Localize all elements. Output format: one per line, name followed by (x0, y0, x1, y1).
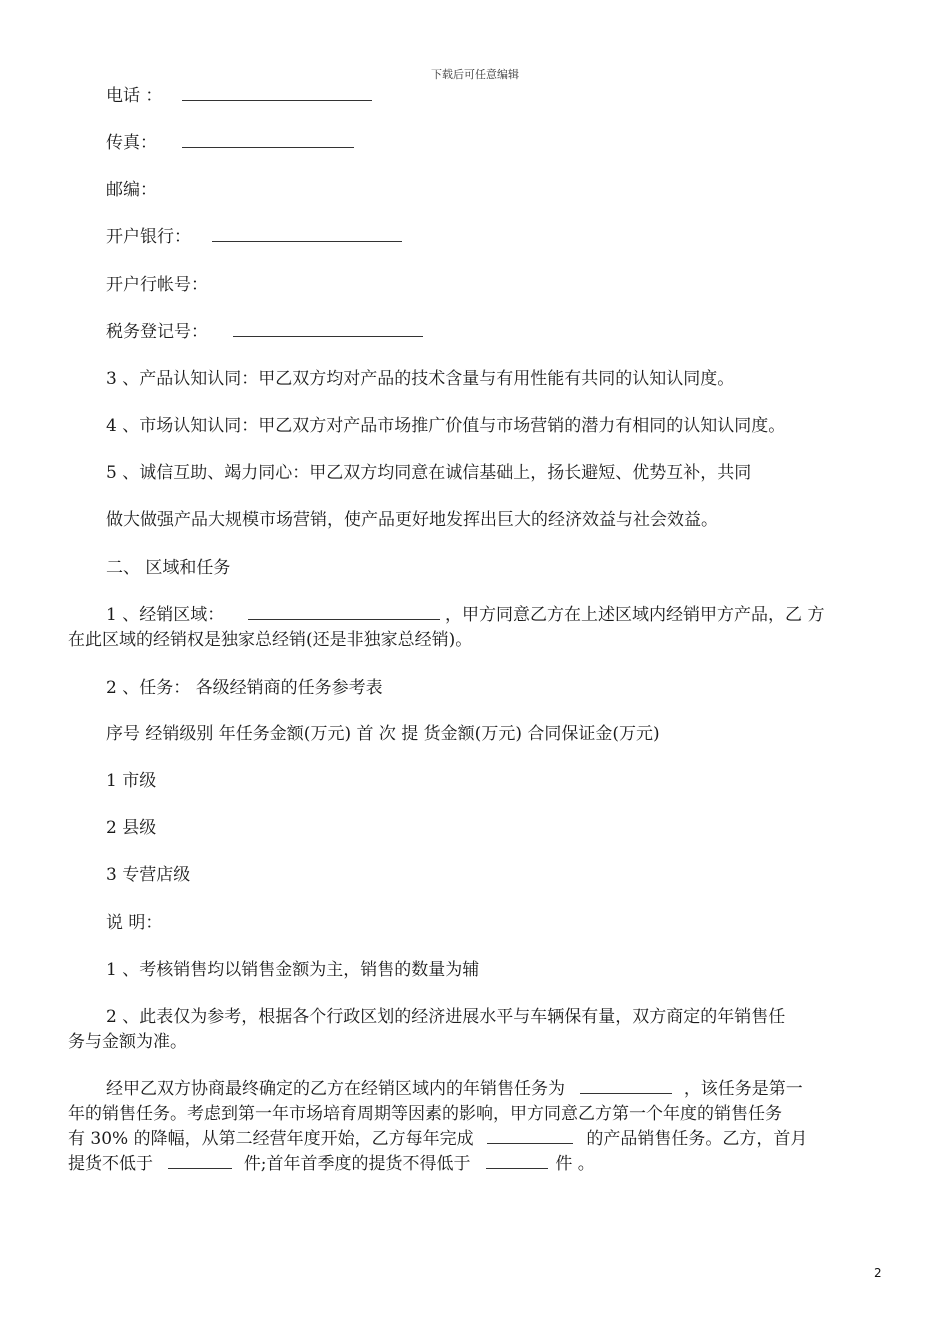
fax-line (106, 131, 354, 155)
final-text: 的产品销售任务。乙方，首月 (586, 1129, 808, 1149)
note-2: 2 、此表仅为参考，根据各个行政区划的经济进展水平与车辆保有量，双方商定的年销售任 (106, 1007, 786, 1027)
final-para-line-2: 年的销售任务。考虑到第一年市场培育周期等因素的影响，甲方同意乙方第一个年度的销售任务 (68, 1104, 782, 1124)
table-row: 1 市级 (106, 771, 157, 791)
note-1: 1 、考核销售均以销售金额为主，销售的数量为辅 (106, 960, 480, 980)
section-2-heading: 二、 区域和任务 (106, 558, 231, 578)
tax-line (106, 320, 423, 344)
account-label: 开户行帐号： (106, 275, 208, 295)
final-para-line-3 (68, 1127, 807, 1151)
postcode-label: 邮编： (106, 180, 157, 200)
item-3: 3 、产品认知认同：甲乙双方均对产品的技术含量与有用性能有共同的认知认同度。 (106, 369, 735, 389)
region-blank (248, 603, 440, 620)
first-month-blank (168, 1152, 232, 1169)
item-4: 4 、市场认知认同：甲乙双方对产品市场推广价值与市场营销的潜力有相同的认知认同度。 (106, 416, 786, 436)
item-5-continued: 做大做强产品大规模市场营销，使产品更好地发挥出巨大的经济效益与社会效益。 (106, 510, 718, 530)
item-5: 5 、诚信互助、竭力同心：甲乙双方均同意在诚信基础上，扬长避短、优势互补，共同 (106, 463, 752, 483)
yearly-task-blank (487, 1127, 573, 1144)
region-line-2: 在此区域的经销权是独家总经销(还是非独家总经销)。 (68, 630, 473, 650)
account-line (106, 273, 208, 297)
final-para-line-4 (68, 1152, 595, 1176)
final-text: 经甲乙双方协商最终确定的乙方在经销区域内的年销售任务为 (106, 1079, 565, 1099)
tax-label: 税务登记号： (106, 322, 208, 342)
notes-heading: 说 明： (106, 913, 163, 933)
table-row: 3 专营店级 (106, 865, 191, 885)
fax-blank (182, 131, 354, 148)
phone-line (106, 84, 372, 108)
region-suffix: ，甲方同意乙方在上述区域内经销甲方产品，乙 方 (445, 605, 825, 625)
bank-blank (212, 225, 402, 242)
note-2-continued: 务与金额为准。 (68, 1032, 187, 1052)
first-quarter-blank (486, 1152, 548, 1169)
table-row: 2 县级 (106, 818, 157, 838)
tax-blank (233, 320, 423, 337)
region-line (106, 603, 824, 627)
postcode-line (106, 178, 157, 202)
final-text: 件;首年首季度的提货不得低于 (243, 1154, 471, 1174)
final-text: 提货不低于 (68, 1154, 153, 1174)
task-line: 2 、任务： 各级经销商的任务参考表 (106, 678, 383, 698)
bank-label: 开户银行： (106, 227, 191, 247)
fax-label: 传真： (106, 133, 157, 153)
bank-line (106, 225, 402, 249)
annual-task-blank (580, 1077, 672, 1094)
final-text: 件 。 (555, 1154, 595, 1174)
final-text: ，该任务是第一 (683, 1079, 803, 1099)
final-para-line-1 (106, 1077, 803, 1101)
region-prefix: 1 、经销区域： (106, 605, 225, 625)
phone-blank (182, 84, 372, 101)
header-note: 下载后可任意编辑 (431, 68, 519, 81)
phone-label: 电话 ： (106, 86, 163, 106)
table-header: 序号 经销级别 年任务金额(万元) 首 次 提 货金额(万元) 合同保证金(万元) (106, 724, 660, 744)
final-text: 有 30% 的降幅，从第二经营年度开始，乙方每年完成 (68, 1129, 474, 1149)
page-number: 2 (874, 1266, 882, 1280)
